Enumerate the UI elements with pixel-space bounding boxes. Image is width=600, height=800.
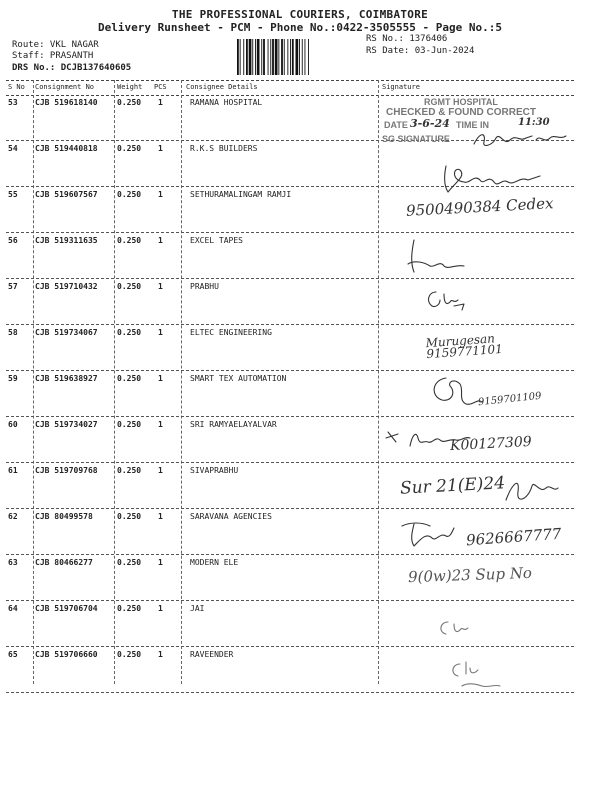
- row-weight: 0.250: [117, 98, 142, 107]
- barcode-bar: [261, 39, 262, 75]
- row-consignment-no: CJB 519311635: [35, 236, 98, 245]
- stamp-line: CHECKED & FOUND CORRECT: [386, 107, 536, 118]
- row-consignment-no: CJB 519734067: [35, 328, 98, 337]
- barcode-bar: [287, 39, 288, 75]
- signature-61: Sur 21(E)24: [399, 473, 506, 499]
- row-weight: 0.250: [117, 144, 142, 153]
- row-consignee: SMART TEX AUTOMATION: [190, 374, 287, 383]
- row-consignment-no: CJB 519440818: [35, 144, 98, 153]
- barcode-image: [237, 39, 359, 75]
- signature-61-scrawl: [500, 474, 560, 508]
- signature-59-number: 9159701109: [477, 390, 543, 409]
- barcode-bar: [252, 39, 253, 75]
- barcode-bar: [237, 39, 239, 75]
- signature-53: [470, 128, 580, 152]
- signature-54: [436, 162, 546, 196]
- row-sno: 53: [8, 98, 18, 107]
- row-sno: 65: [8, 650, 18, 659]
- table-row: [6, 600, 574, 647]
- barcode-bar: [257, 39, 260, 75]
- row-consignment-no: CJB 519618140: [35, 98, 98, 107]
- row-pcs: 1: [158, 558, 163, 567]
- row-consignee: EXCEL TAPES: [190, 236, 243, 245]
- stamp-date-handwritten: 3-6-24: [410, 117, 450, 130]
- barcode-bar: [299, 39, 300, 75]
- row-consignment-no: CJB 519734027: [35, 420, 98, 429]
- barcode-bar: [290, 39, 291, 75]
- drs-number: DRS No.: DCJB137640605: [12, 63, 132, 73]
- col-sno: S No: [8, 83, 25, 91]
- col-consignee: Consignee Details: [186, 83, 258, 91]
- col-pcs: PCS: [154, 83, 167, 91]
- signature-62-number: 9626667777: [465, 524, 562, 550]
- row-consignment-no: CJB 519710432: [35, 282, 98, 291]
- row-pcs: 1: [158, 236, 163, 245]
- row-consignee: RAVEENDER: [190, 650, 234, 659]
- barcode-bar: [308, 39, 309, 75]
- barcode-bar: [270, 39, 271, 75]
- signature-62: [396, 518, 456, 550]
- signature-64: [436, 618, 476, 638]
- col-consignment: Consignment No: [35, 83, 95, 91]
- row-consignee: SRI RAMYAELAYALVAR: [190, 420, 277, 429]
- barcode-bar: [302, 39, 303, 75]
- table-row: [6, 278, 574, 325]
- signature-59: [426, 374, 486, 414]
- barcode-bar: [268, 39, 269, 75]
- runsheet-subtitle: Delivery Runsheet - PCM - Phone No.:0422-3505555 - Page No.:5: [98, 21, 502, 34]
- barcode-bar: [296, 39, 299, 75]
- row-weight: 0.250: [117, 236, 142, 245]
- row-consignment-no: CJB 519709768: [35, 466, 98, 475]
- barcode-bar: [272, 39, 274, 75]
- row-sno: 58: [8, 328, 18, 337]
- row-pcs: 1: [158, 604, 163, 613]
- row-pcs: 1: [158, 282, 163, 291]
- barcode-bar: [240, 39, 241, 75]
- rs-date: RS Date: 03-Jun-2024: [366, 46, 475, 56]
- stamp-line: DATE: [384, 120, 408, 130]
- row-consignee: SIVAPRABHU: [190, 466, 239, 475]
- col-signature: Signature: [382, 83, 420, 91]
- row-pcs: 1: [158, 328, 163, 337]
- row-weight: 0.250: [117, 650, 142, 659]
- row-sno: 54: [8, 144, 18, 153]
- row-sno: 63: [8, 558, 18, 567]
- barcode-bar: [243, 39, 244, 75]
- row-consignee: JAI: [190, 604, 205, 613]
- row-weight: 0.250: [117, 420, 142, 429]
- row-sno: 64: [8, 604, 18, 613]
- row-weight: 0.250: [117, 328, 142, 337]
- row-consignment-no: CJB 80499578: [35, 512, 93, 521]
- row-consignee: ELTEC ENGINEERING: [190, 328, 272, 337]
- row-consignee: PRABHU: [190, 282, 219, 291]
- barcode-bar: [246, 39, 248, 75]
- row-sno: 61: [8, 466, 18, 475]
- row-pcs: 1: [158, 420, 163, 429]
- barcode-bar: [292, 39, 294, 75]
- row-weight: 0.250: [117, 282, 142, 291]
- row-pcs: 1: [158, 98, 163, 107]
- row-sno: 56: [8, 236, 18, 245]
- row-sno: 62: [8, 512, 18, 521]
- table-row: [6, 232, 574, 279]
- signature-60-number: K00127309: [449, 433, 533, 455]
- row-consignee: RAMANA HOSPITAL: [190, 98, 263, 107]
- row-pcs: 1: [158, 650, 163, 659]
- row-weight: 0.250: [117, 558, 142, 567]
- row-sno: 59: [8, 374, 18, 383]
- row-consignee: SETHURAMALINGAM RAMJI: [190, 190, 292, 199]
- stamp-line: SG SIGNATURE: [382, 134, 450, 144]
- barcode-bar: [249, 39, 252, 75]
- stamp-time-handwritten: 11:30: [518, 117, 550, 128]
- route-label: Route: VKL NAGAR: [12, 40, 99, 50]
- signature-65: [448, 658, 508, 692]
- signature-63: 9(0w)23 Sup No: [407, 563, 533, 587]
- row-consignment-no: CJB 519706704: [35, 604, 98, 613]
- row-consignment-no: CJB 519706660: [35, 650, 98, 659]
- row-pcs: 1: [158, 190, 163, 199]
- row-weight: 0.250: [117, 604, 142, 613]
- stamp-line: RGMT HOSPITAL: [424, 97, 498, 107]
- row-consignment-no: CJB 80466277: [35, 558, 93, 567]
- barcode-bar: [305, 39, 306, 75]
- barcode-bar: [275, 39, 278, 75]
- stamp-line: TIME IN: [456, 120, 489, 130]
- barcode-bar: [284, 39, 285, 75]
- signature-56: [404, 238, 474, 278]
- barcode-bar: [281, 39, 283, 75]
- row-weight: 0.250: [117, 374, 142, 383]
- row-weight: 0.250: [117, 466, 142, 475]
- row-pcs: 1: [158, 466, 163, 475]
- row-pcs: 1: [158, 144, 163, 153]
- row-consignee: R.K.S BUILDERS: [190, 144, 258, 153]
- barcode-bar: [278, 39, 279, 75]
- rs-number: RS No.: 1376406: [366, 34, 448, 44]
- signature-58-text: Murugesan 9159771101: [425, 331, 504, 362]
- row-pcs: 1: [158, 512, 163, 521]
- row-weight: 0.250: [117, 190, 142, 199]
- row-pcs: 1: [158, 374, 163, 383]
- signature-55: 9500490384 Cedex: [405, 194, 554, 220]
- signature-57: [422, 286, 472, 312]
- row-consignment-no: CJB 519607567: [35, 190, 98, 199]
- staff-label: Staff: PRASANTH: [12, 51, 94, 61]
- company-title: THE PROFESSIONAL COURIERS, COIMBATORE: [171, 8, 429, 21]
- col-weight: Weight: [117, 83, 143, 91]
- row-sno: 60: [8, 420, 18, 429]
- barcode-bar: [255, 39, 256, 75]
- row-consignment-no: CJB 519638927: [35, 374, 98, 383]
- row-weight: 0.250: [117, 512, 142, 521]
- row-sno: 55: [8, 190, 18, 199]
- row-sno: 57: [8, 282, 18, 291]
- row-consignee: SARAVANA AGENCIES: [190, 512, 272, 521]
- row-consignee: MODERN ELE: [190, 558, 239, 567]
- barcode-bar: [263, 39, 265, 75]
- table-row: [6, 370, 574, 417]
